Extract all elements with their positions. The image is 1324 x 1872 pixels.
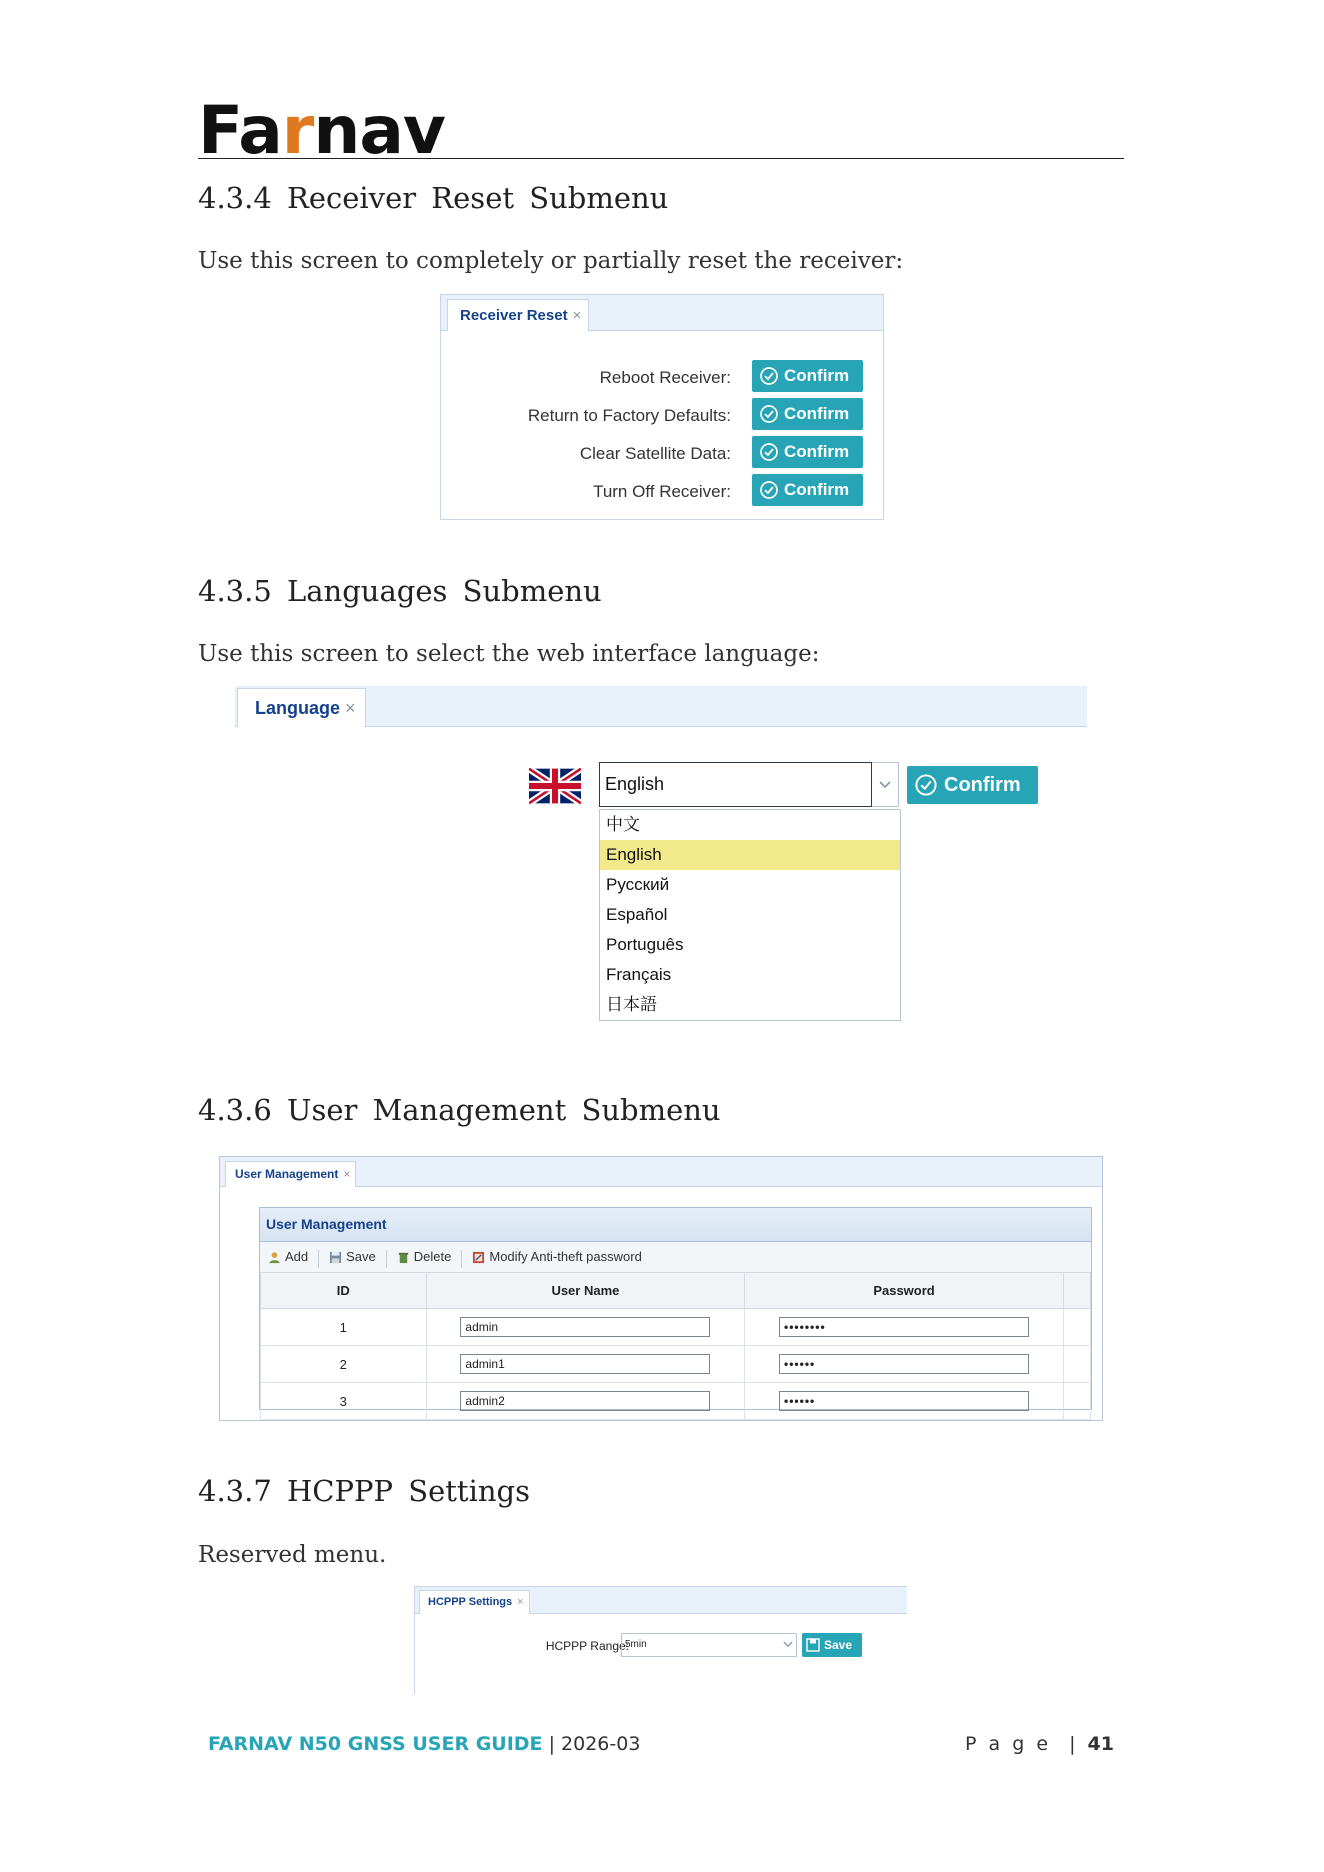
clear-satellite-confirm-button[interactable] (752, 436, 863, 468)
factory-defaults-label: Return to Factory Defaults: (527, 406, 731, 425)
tab-language[interactable] (237, 688, 366, 727)
languages-intro: Use this screen to select the web interface language: (198, 641, 820, 667)
table-row[interactable] (261, 1346, 1091, 1383)
receiver-reset-intro: Use this screen to completely or partially reset the receiver: (198, 248, 904, 274)
language-tabbar (235, 686, 1087, 727)
cell-id: 1 (261, 1309, 427, 1346)
username-input[interactable]: admin (460, 1317, 710, 1337)
cell-password (745, 1309, 1064, 1346)
language-option-japanese[interactable]: 日本語 (606, 995, 657, 1015)
factory-defaults-confirm-button[interactable] (752, 398, 863, 430)
language-option-spanish[interactable]: Español (606, 905, 668, 924)
hcppp-tabbar (415, 1586, 907, 1614)
modify-label: Modify Anti-theft password (489, 1249, 642, 1264)
tab-label: HCPPP Settings (428, 1596, 513, 1608)
user-management-window (219, 1156, 1103, 1421)
farnav-logo (198, 92, 445, 169)
language-select[interactable] (599, 762, 872, 807)
column-header-spacer (1063, 1273, 1090, 1309)
language-select-value: English (605, 774, 665, 794)
footer-page-label: P a g e | (965, 1733, 1088, 1755)
user-table (260, 1272, 1091, 1420)
section-title-hcppp: 4.3.7 HCPPP Settings (198, 1474, 530, 1508)
check-circle-icon (759, 404, 779, 424)
footer-separator: | (542, 1733, 562, 1755)
table-header-row (261, 1273, 1091, 1309)
receiver-reset-tabbar (441, 295, 883, 331)
table-row[interactable] (261, 1383, 1091, 1420)
cell-spacer (1063, 1346, 1090, 1383)
language-dropdown-list (599, 809, 901, 1021)
header-rule (198, 158, 1124, 159)
hcppp-range-label: HCPPP Range: (545, 1639, 629, 1653)
clear-satellite-label: Clear Satellite Data: (579, 444, 731, 463)
cell-username (426, 1346, 745, 1383)
chevron-down-icon (879, 781, 891, 789)
delete-button[interactable] (397, 1242, 452, 1272)
check-circle-icon (759, 442, 779, 462)
footer-left (208, 1733, 640, 1755)
toolbar-separator (386, 1250, 387, 1268)
confirm-label: Confirm (944, 773, 1021, 796)
save-label: Save (346, 1249, 376, 1264)
cell-password (745, 1346, 1064, 1383)
user-add-icon (268, 1251, 281, 1264)
table-row[interactable] (261, 1309, 1091, 1346)
save-icon (329, 1251, 342, 1264)
trash-icon (397, 1251, 410, 1264)
receiver-reset-panel (440, 294, 884, 520)
tab-label: Language (255, 698, 341, 718)
turn-off-confirm-button[interactable] (752, 474, 863, 506)
uk-flag-icon (529, 768, 581, 804)
column-header-id[interactable]: ID (261, 1273, 427, 1309)
tab-label: Receiver Reset (460, 307, 568, 324)
hcppp-save-button[interactable] (802, 1633, 862, 1657)
language-option-french[interactable]: Français (606, 965, 672, 984)
save-label: Save (824, 1638, 853, 1652)
reboot-confirm-button[interactable] (752, 360, 863, 392)
tab-label: User Management (235, 1167, 339, 1181)
cell-username (426, 1309, 745, 1346)
tab-receiver-reset[interactable] (447, 299, 589, 331)
close-icon[interactable]: × (572, 307, 582, 324)
tab-hcppp-settings[interactable] (419, 1590, 530, 1614)
confirm-label: Confirm (784, 480, 850, 499)
section-title-user-management: 4.3.6 User Management Submenu (198, 1093, 721, 1127)
logo-text-accent: r (281, 92, 314, 169)
delete-label: Delete (413, 1249, 452, 1264)
language-option-russian[interactable]: Русский (606, 875, 670, 894)
confirm-label: Confirm (784, 442, 850, 461)
language-option-chinese[interactable]: 中文 (606, 815, 640, 835)
logo-text-end: nav (313, 92, 445, 169)
column-header-username[interactable]: User Name (426, 1273, 745, 1309)
language-select-trigger[interactable] (872, 762, 899, 807)
logo-text-start: Fa (198, 92, 282, 169)
footer-date: 2026-03 (561, 1733, 641, 1755)
password-input[interactable]: •••••••• (779, 1317, 1029, 1337)
toolbar-separator (318, 1250, 319, 1268)
check-circle-icon (759, 366, 779, 386)
chevron-down-icon (783, 1641, 793, 1648)
add-label: Add (285, 1249, 309, 1264)
confirm-label: Confirm (784, 404, 850, 423)
cell-spacer (1063, 1309, 1090, 1346)
cell-password (745, 1383, 1064, 1420)
language-option-english[interactable]: English (600, 840, 900, 870)
user-management-grid-panel (259, 1207, 1092, 1410)
check-circle-icon (914, 773, 938, 797)
check-circle-icon (759, 480, 779, 500)
reboot-receiver-label: Reboot Receiver: (599, 368, 731, 387)
username-input[interactable]: admin1 (460, 1354, 710, 1374)
close-icon[interactable]: × (343, 1167, 351, 1181)
edit-document-icon (472, 1251, 485, 1264)
toolbar-separator (461, 1250, 462, 1268)
modify-password-button[interactable] (472, 1242, 641, 1272)
grid-panel-title: User Management (260, 1208, 1091, 1242)
add-button[interactable] (268, 1242, 308, 1272)
hcppp-range-value: 5min (625, 1639, 647, 1650)
confirm-label: Confirm (784, 366, 850, 385)
save-icon (806, 1638, 820, 1652)
close-icon[interactable]: × (345, 698, 356, 718)
language-confirm-button[interactable] (907, 766, 1038, 804)
password-input[interactable]: •••••• (779, 1354, 1029, 1374)
grid-toolbar (260, 1242, 1091, 1273)
footer-page (965, 1733, 1114, 1755)
hcppp-range-select[interactable] (621, 1633, 797, 1657)
hcppp-panel (414, 1586, 907, 1694)
user-management-tabbar (220, 1157, 1102, 1187)
save-button[interactable] (329, 1242, 376, 1272)
username-input[interactable]: admin2 (460, 1391, 710, 1411)
section-title-languages: 4.3.5 Languages Submenu (198, 574, 602, 608)
language-option-portuguese[interactable]: Português (606, 935, 684, 954)
column-header-password[interactable]: Password (745, 1273, 1064, 1309)
password-input[interactable]: •••••• (779, 1391, 1029, 1411)
cell-id: 3 (261, 1383, 427, 1420)
tab-user-management[interactable] (225, 1161, 356, 1187)
turn-off-label: Turn Off Receiver: (593, 482, 731, 501)
cell-username (426, 1383, 745, 1420)
close-icon[interactable]: × (517, 1596, 524, 1608)
cell-id: 2 (261, 1346, 427, 1383)
hcppp-intro: Reserved menu. (198, 1542, 387, 1568)
footer-brand: FARNAV N50 GNSS USER GUIDE (208, 1733, 543, 1755)
section-title-receiver-reset: 4.3.4 Receiver Reset Submenu (198, 181, 669, 215)
cell-spacer (1063, 1383, 1090, 1420)
footer-page-number: 41 (1087, 1733, 1114, 1755)
